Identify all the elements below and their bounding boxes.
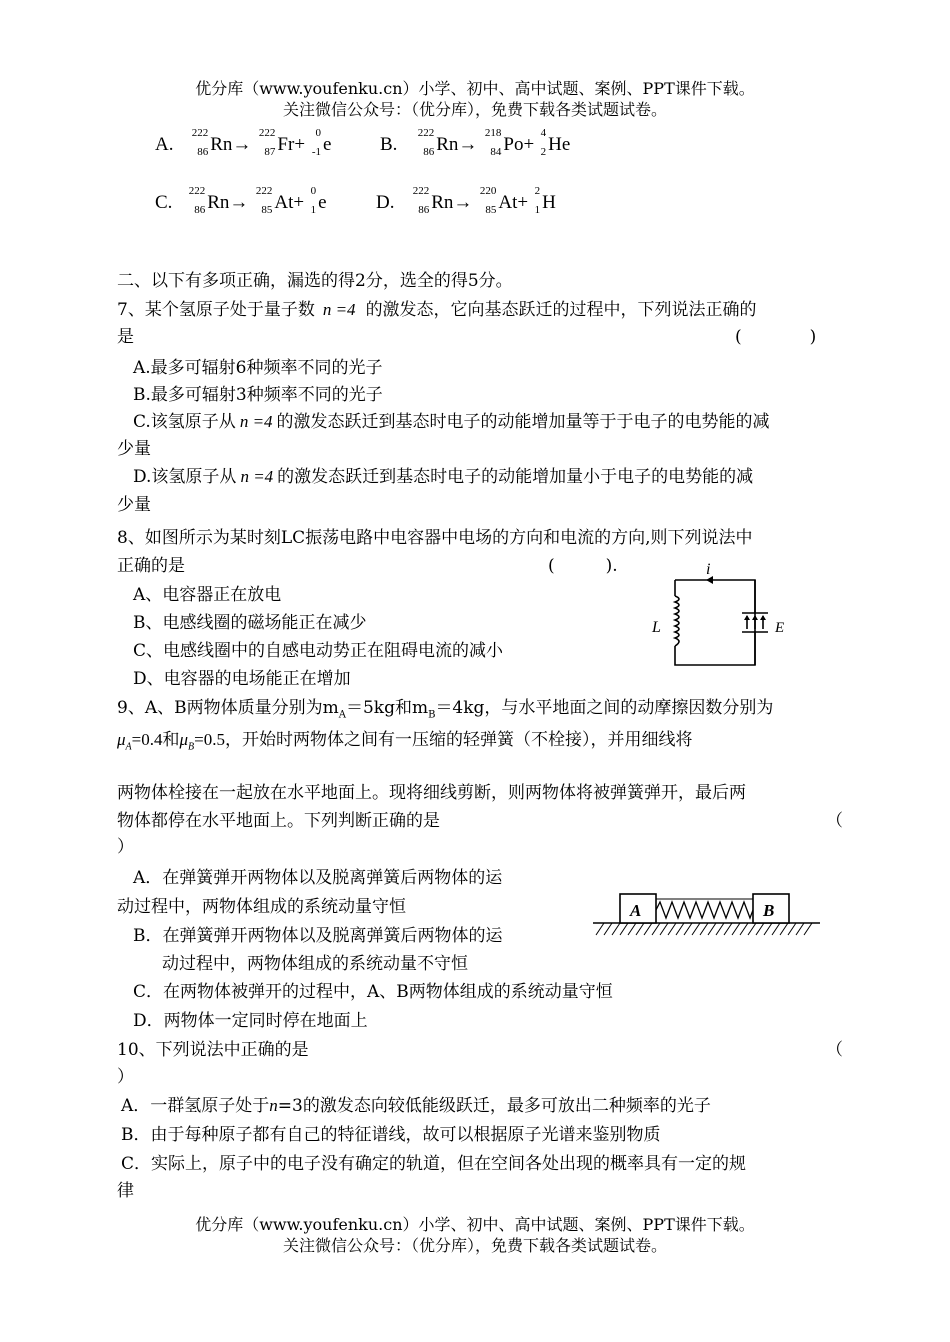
q8-option-b: B、电感线圈的磁场能正在减少 — [133, 613, 367, 633]
q7-option-d-cont: 少量 — [117, 495, 151, 515]
spring-blocks-figure — [590, 880, 825, 940]
q10-paren-close: ） — [117, 1067, 134, 1087]
q9-stem-line3: 两物体栓接在一起放在水平地面上。现将细线剪断，则两物体将被弹簧弹开，最后两 — [117, 783, 746, 803]
header-line-2: 关注微信公众号：（优分库），免费下载各类试题试卷。 — [282, 100, 667, 119]
q7-stem-line2: 是 — [117, 327, 134, 347]
q7-option-a: A.最多可辐射6种频率不同的光子 — [133, 358, 383, 378]
lc-circuit-figure — [640, 560, 785, 675]
block-a-label: A — [630, 901, 642, 920]
label-L: L — [652, 619, 661, 636]
q10-option-c-cont: 律 — [117, 1181, 134, 1201]
option-label: B. — [380, 134, 398, 155]
footer-line-2: 关注微信公众号：（优分库），免费下载各类试题试卷。 — [282, 1236, 667, 1255]
q8-option-d: D、电容器的电场能正在增加 — [133, 669, 351, 689]
q6-option-c: C. 222 86 Rn→ 222 85 At+ 0 1 e — [155, 185, 327, 216]
q9-stem-line2: $\mu_A=0.4$和$\mu_B=0.5$，开始时两物体之间有一压缩的轻弹簧（不栓接），并用细线将 — [117, 730, 693, 753]
header-line-1: 优分库（www.youfenku.cn）小学、初中、高中试题、案例、PPT课件下载。 — [195, 79, 755, 98]
section-heading: 二、以下有多项正确，漏选的得2分，选全的得5分。 — [117, 271, 513, 291]
q7-option-b: B.最多可辐射3种频率不同的光子 — [133, 385, 383, 405]
option-label: A. — [155, 134, 174, 155]
q10-option-b: B．由于每种原子都有自己的特征谱线，故可以根据原子光谱来鉴别物质 — [121, 1125, 661, 1145]
q10-option-a: A．一群氢原子处于n=3的激发态向较低能级跃迁，最多可放出二种频率的光子 — [121, 1096, 711, 1116]
q9-stem-line1: 9、A、B两物体质量分别为$m_A=5kg$和$m_B=4kg$，与水平地面之间的动摩擦因数分别为 — [117, 698, 774, 721]
q9-option-d: D．两物体一定同时停在地面上 — [133, 1011, 368, 1031]
q10-option-c: C．实际上，原子中的电子没有确定的轨道，但在空间各处出现的概率具有一定的规 — [121, 1154, 747, 1174]
q10-paren-open: （ — [826, 1040, 843, 1060]
q9-option-b: B．在弹簧弹开两物体以及脱离弹簧后两物体的运 — [133, 926, 503, 946]
q8-option-a: A、电容器正在放电 — [133, 585, 282, 605]
block-b-label: B — [763, 901, 775, 920]
q7-answer-paren: ( ) — [735, 327, 817, 347]
q6-option-d: D. 222 86 Rn→ 220 85 At+ 2 1 H — [376, 185, 556, 216]
q9-stem-line4: 物体都停在水平地面上。下列判断正确的是 — [117, 811, 440, 831]
q6-option-a: A. 222 86 Rn→ 222 87 Fr+ 0 -1 e — [155, 127, 332, 158]
q9-option-a-cont: 动过程中，两物体组成的系统动量守恒 — [117, 897, 406, 917]
inductor-coil — [675, 596, 679, 646]
q8-option-c: C、电感线圈中的自感电动势正在阻碍电流的减小 — [133, 641, 504, 661]
q10-stem: 10、下列说法中正确的是 — [117, 1040, 309, 1060]
footer-line-1: 优分库（www.youfenku.cn）小学、初中、高中试题、案例、PPT课件下载。 — [195, 1215, 755, 1234]
spring — [656, 902, 753, 918]
q9-paren-open: （ — [826, 811, 843, 831]
q9-paren-close: ） — [117, 837, 134, 857]
q6-option-b: B. 222 86 Rn→ 218 84 Po+ 4 2 He — [380, 127, 571, 158]
q9-option-a: A．在弹簧弹开两物体以及脱离弹簧后两物体的运 — [133, 868, 503, 888]
q7-option-c: C.该氢原子从 n =4 的激发态跃迁到基态时电子的动能增加量等于于电子的电势能的减 — [133, 412, 770, 432]
label-E: E — [775, 620, 785, 636]
q8-stem-line2: 正确的是 — [117, 556, 185, 576]
q8-answer-paren: ( ). — [548, 556, 618, 576]
q9-option-c: C．在两物体被弹开的过程中，A、B两物体组成的系统动量守恒 — [133, 982, 613, 1002]
option-label: C. — [155, 192, 173, 213]
q7-option-d: D.该氢原子从 n =4 的激发态跃迁到基态时电子的动能增加量小于电子的电势能的减 — [133, 467, 754, 487]
q8-stem-line1: 8、如图所示为某时刻LC振荡电路中电容器中电场的方向和电流的方向,则下列说法中 — [117, 528, 753, 548]
q9-option-b-cont: 动过程中，两物体组成的系统动量不守恒 — [162, 954, 468, 974]
label-i: i — [706, 561, 711, 578]
option-label: D. — [376, 192, 395, 213]
q7-stem-line1: 7、某个氢原子处于量子数 n =4 的激发态，它向基态跃迁的过程中，下列说法正确的 — [117, 300, 757, 320]
q7-option-c-cont: 少量 — [117, 439, 151, 459]
